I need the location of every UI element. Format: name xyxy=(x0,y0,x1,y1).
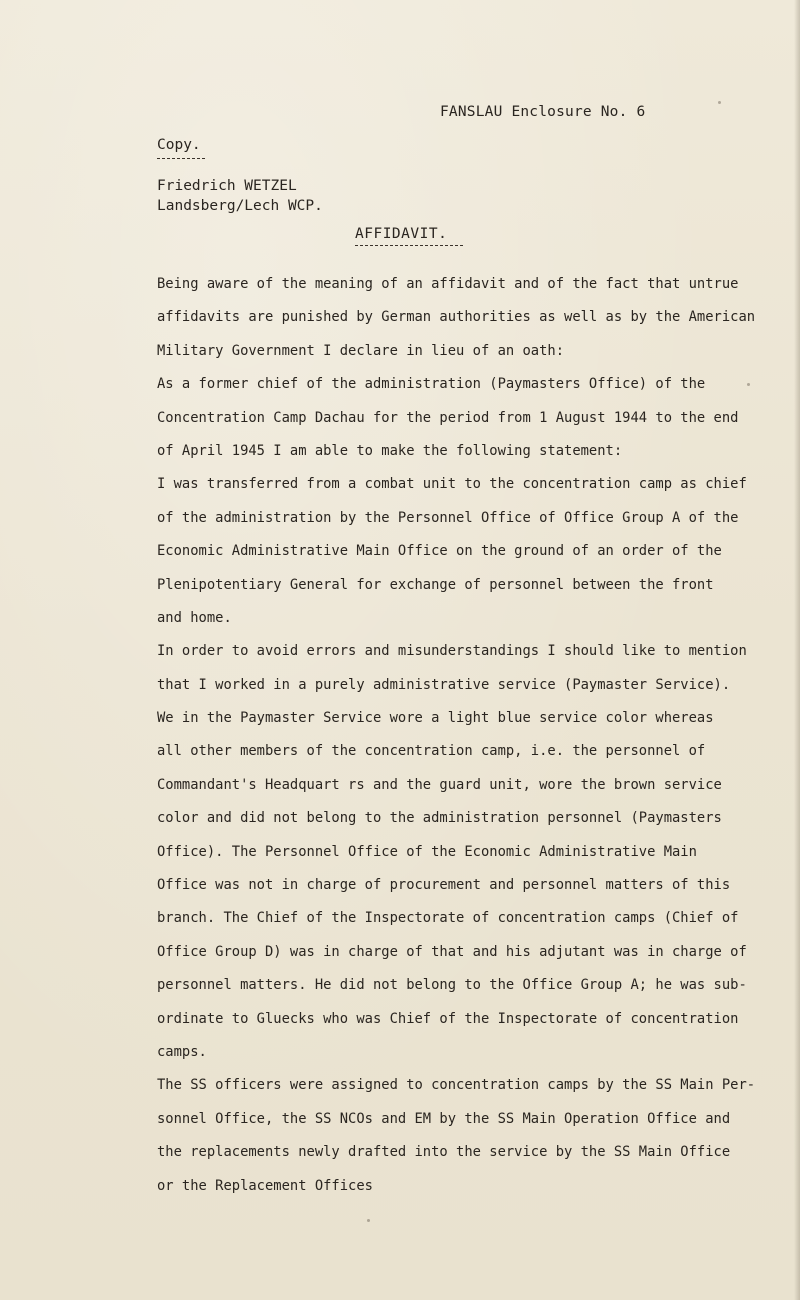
body-line: branch. The Chief of the Inspectorate of concentration camps (Chief of xyxy=(157,910,739,927)
body-line: In order to avoid errors and misunderstandings I should like to mention xyxy=(157,643,747,660)
body-line: the replacements newly drafted into the service by the SS Main Office xyxy=(157,1144,731,1161)
affiant-location: Landsberg/Lech WCP. xyxy=(157,198,323,214)
body-line: sonnel Office, the SS NCOs and EM by the SS Main Operation Office and xyxy=(157,1110,731,1127)
copy-underline xyxy=(157,158,205,159)
paper-speck xyxy=(747,383,750,386)
body-line: Military Government I declare in lieu of an oath: xyxy=(157,342,565,359)
body-line: that I worked in a purely administrative service (Paymaster Service). xyxy=(157,676,731,693)
body-line: ordinate to Gluecks who was Chief of the Inspectorate of concentration xyxy=(157,1010,739,1027)
title-underline xyxy=(355,245,463,246)
body-line: of April 1945 I am able to make the following statement: xyxy=(157,442,623,459)
body-line: Concentration Camp Dachau for the period from 1 August 1944 to the end xyxy=(157,409,739,426)
body-line: camps. xyxy=(157,1043,207,1060)
body-line: affidavits are punished by German authorities as well as by the American xyxy=(157,309,756,326)
body-line: Economic Administrative Main Office on the ground of an order of the xyxy=(157,543,722,560)
body-line: all other members of the concentration camp, i.e. the personnel of xyxy=(157,743,706,760)
copy-label: Copy. xyxy=(157,137,201,153)
body-line: Commandant's Headquart rs and the guard unit, wore the brown service xyxy=(157,776,722,793)
enclosure-header: FANSLAU Enclosure No. 6 xyxy=(440,104,646,120)
body-line: As a former chief of the administration (Paymasters Office) of the xyxy=(157,376,706,393)
body-line: Office Group D) was in charge of that and his adjutant was in charge of xyxy=(157,943,747,960)
paper-speck xyxy=(718,101,721,104)
body-line: color and did not belong to the administration personnel (Paymasters xyxy=(157,810,722,827)
affiant-name: Friedrich WETZEL xyxy=(157,178,297,194)
body-line: Being aware of the meaning of an affidavit and of the fact that untrue xyxy=(157,276,739,292)
body-line: and home. xyxy=(157,609,232,626)
page-edge-shadow xyxy=(794,0,800,1300)
body-line: We in the Paymaster Service wore a light blue service color whereas xyxy=(157,710,714,727)
body-line: I was transferred from a combat unit to the concentration camp as chief xyxy=(157,476,747,493)
body-line: Office). The Personnel Office of the Economic Administrative Main xyxy=(157,843,697,860)
body-line: personnel matters. He did not belong to the Office Group A; he was sub- xyxy=(157,977,747,994)
document-title: AFFIDAVIT. xyxy=(355,226,448,242)
body-line: Office was not in charge of procurement and personnel matters of this xyxy=(157,877,731,894)
body-line: Plenipotentiary General for exchange of personnel between the front xyxy=(157,576,714,593)
paper-speck xyxy=(367,1219,370,1222)
affidavit-body xyxy=(157,268,767,1203)
body-line: The SS officers were assigned to concentration camps by the SS Main Per- xyxy=(157,1077,756,1094)
body-line: of the administration by the Personnel Office of Office Group A of the xyxy=(157,509,739,526)
body-line: or the Replacement Offices xyxy=(157,1177,373,1194)
